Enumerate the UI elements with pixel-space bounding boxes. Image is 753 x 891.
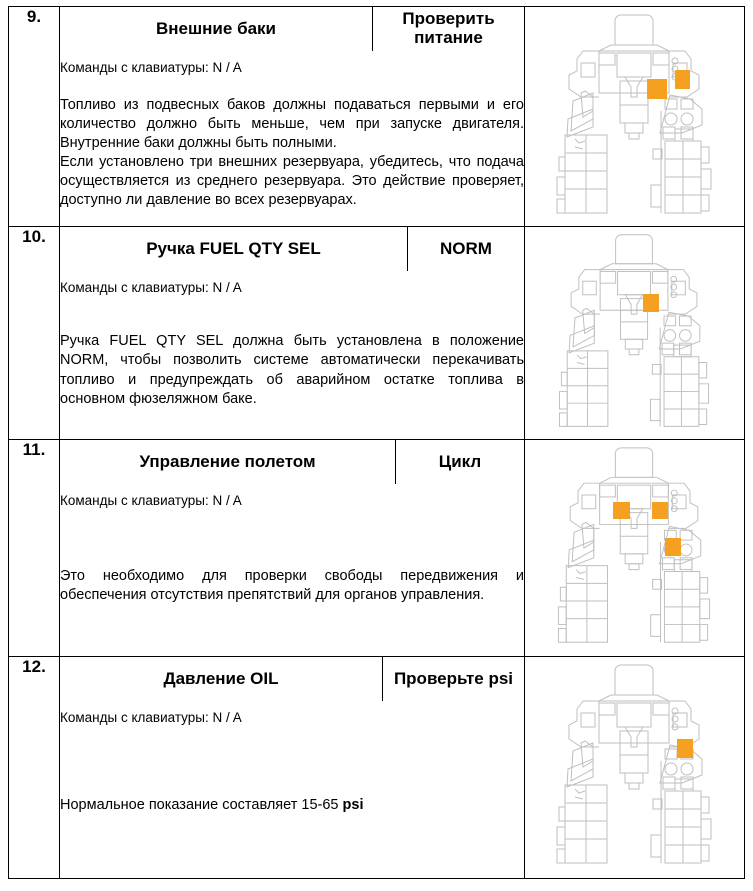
item-title: Внешние баки bbox=[60, 7, 373, 51]
item-action: Проверить питание bbox=[373, 7, 525, 51]
highlight-marker bbox=[647, 79, 667, 99]
item-action: Цикл bbox=[396, 440, 525, 484]
keyboard-commands: Команды с клавиатуры: N / A bbox=[60, 701, 524, 733]
row-content bbox=[60, 7, 525, 227]
item-title: Ручка FUEL QTY SEL bbox=[60, 227, 408, 271]
cockpit-panel-diagram bbox=[525, 657, 744, 876]
item-title: Давление OIL bbox=[60, 657, 383, 701]
checklist-table bbox=[8, 6, 745, 879]
cockpit-panel-cell bbox=[525, 227, 745, 440]
table-row bbox=[9, 227, 745, 440]
highlight-marker bbox=[643, 294, 659, 312]
row-header bbox=[60, 657, 524, 701]
cockpit-panel-cell bbox=[525, 440, 745, 657]
highlight-marker bbox=[613, 502, 630, 519]
item-title: Управление полетом bbox=[60, 440, 396, 484]
cockpit-panel-svg bbox=[525, 440, 744, 655]
row-header bbox=[60, 440, 524, 484]
highlight-marker bbox=[652, 502, 668, 519]
row-keyboard bbox=[60, 701, 524, 733]
cockpit-panel-svg bbox=[525, 227, 744, 439]
description-paragraph-2: Если установлено три внешних резервуара, убедитесь, что подача осуществляется из среднего резервуара. Это действие проверяет, доступно ли давление во всех резервуарах. bbox=[60, 154, 524, 209]
row-content bbox=[60, 227, 525, 440]
row-content bbox=[60, 440, 525, 657]
row-header bbox=[60, 227, 524, 271]
keyboard-commands: Команды с клавиатуры: N / A bbox=[60, 271, 524, 303]
cockpit-panel-diagram bbox=[525, 440, 744, 655]
row-header bbox=[60, 7, 524, 51]
item-action: Проверьте psi bbox=[383, 657, 525, 701]
table-row bbox=[9, 7, 745, 227]
row-inner-table bbox=[60, 227, 524, 438]
highlight-marker bbox=[665, 538, 681, 556]
cockpit-panel-diagram bbox=[525, 7, 744, 226]
item-description bbox=[60, 733, 524, 878]
cockpit-panel-svg bbox=[525, 7, 744, 226]
cockpit-panel-svg bbox=[525, 657, 744, 876]
item-description: Ручка FUEL QTY SEL должна быть установлена в положение NORM, чтобы позволить системе автоматически перекачивать топливо и предупреждать об аварийном остатке топлива в основном фюзеляжном баке. bbox=[60, 303, 524, 438]
row-description bbox=[60, 83, 524, 223]
highlight-marker bbox=[677, 739, 693, 758]
table-row bbox=[9, 440, 745, 657]
cockpit-panel-cell bbox=[525, 7, 745, 227]
table-row bbox=[9, 657, 745, 879]
row-description bbox=[60, 516, 524, 656]
row-inner-table bbox=[60, 440, 524, 656]
row-number: 10. bbox=[9, 227, 60, 440]
description-unit: psi bbox=[342, 796, 364, 813]
row-keyboard bbox=[60, 484, 524, 516]
highlight-marker bbox=[675, 70, 690, 89]
row-number: 9. bbox=[9, 7, 60, 227]
keyboard-commands: Команды с клавиатуры: N / A bbox=[60, 51, 524, 83]
row-keyboard bbox=[60, 51, 524, 83]
keyboard-commands: Команды с клавиатуры: N / A bbox=[60, 484, 524, 516]
cockpit-panel-cell bbox=[525, 657, 745, 879]
row-inner-table bbox=[60, 7, 524, 223]
row-inner-table bbox=[60, 657, 524, 878]
description-text: Нормальное показание составляет 15-65 bbox=[60, 796, 343, 813]
checklist-body bbox=[9, 7, 745, 879]
row-description bbox=[60, 733, 524, 878]
cockpit-panel-diagram bbox=[525, 227, 744, 439]
row-keyboard bbox=[60, 271, 524, 303]
row-content bbox=[60, 657, 525, 879]
row-number: 11. bbox=[9, 440, 60, 657]
description-paragraph-1: Топливо из подвесных баков должны подаваться первыми и его количество должно быть меньше, чем при запуске двигателя. Внутренние баки должны быть полными. bbox=[60, 96, 524, 151]
row-description bbox=[60, 303, 524, 438]
item-description: Это необходимо для проверки свободы передвижения и обеспечения отсутствия препятствий для органов управления. bbox=[60, 516, 524, 656]
item-description bbox=[60, 83, 524, 223]
row-number: 12. bbox=[9, 657, 60, 879]
item-action: NORM bbox=[408, 227, 525, 271]
